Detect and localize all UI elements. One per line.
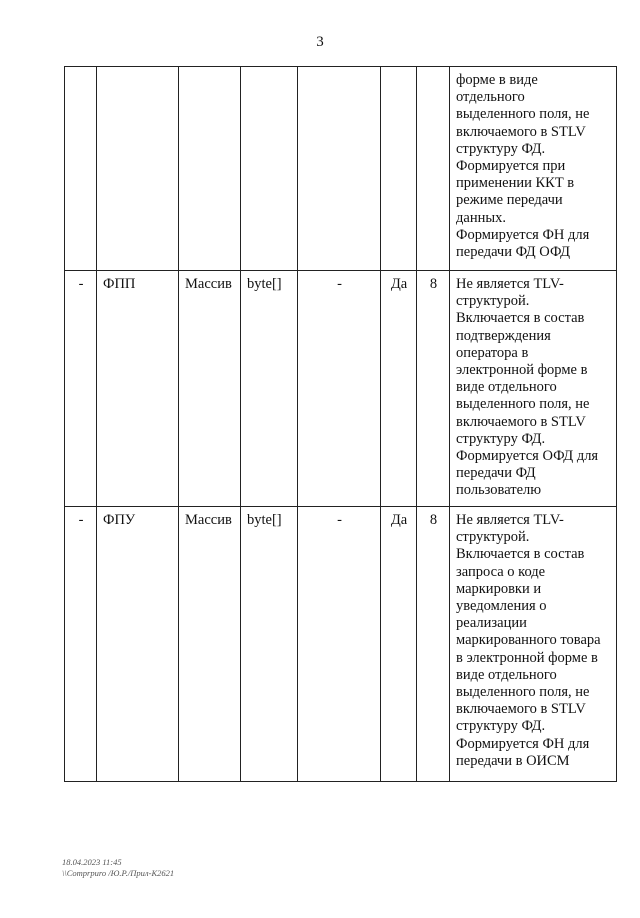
description-line: Формируется ОФД для — [456, 448, 599, 465]
description-line: выделенного поля, не — [456, 106, 590, 123]
cell-marker: - — [65, 271, 97, 507]
description-line: режиме передачи — [456, 192, 563, 209]
cell-marker: - — [65, 507, 97, 782]
description-line: Не является TLV- — [456, 276, 564, 292]
cell-required: Да — [381, 271, 417, 507]
description-line: реализации — [456, 615, 527, 632]
cell-format — [241, 67, 298, 271]
cell-type: Массив — [179, 507, 241, 782]
description-line: Формируется при — [456, 158, 566, 175]
description-line: передачи в ОИСМ — [456, 752, 570, 769]
cell-length: 8 — [417, 271, 450, 507]
cell-marker — [65, 67, 97, 271]
cell-name: ФПУ — [97, 507, 179, 782]
description-line: подтверждения — [456, 327, 551, 344]
cell-required: Да — [381, 507, 417, 782]
description-line: Не является TLV- — [456, 512, 564, 528]
cell-description — [450, 271, 617, 507]
description-line: применении ККТ в — [456, 175, 575, 192]
description-line: Формируется ФН для — [456, 735, 590, 752]
description-line: виде отдельного — [456, 379, 557, 396]
footer-timestamp: 18.04.2023 11:45 — [62, 857, 122, 867]
description-line: структурой. — [456, 529, 530, 546]
cell-description — [450, 67, 617, 271]
cell-tag: - — [298, 507, 381, 782]
description-line: передачи ФД — [456, 465, 536, 482]
cell-length — [417, 67, 450, 271]
cell-description — [450, 507, 617, 782]
description-line: виде отдельного — [456, 666, 557, 683]
cell-format: byte[] — [241, 271, 298, 507]
description-line: запроса о коде — [456, 563, 546, 580]
description-line: выделенного поля, не — [456, 396, 590, 413]
cell-length: 8 — [417, 507, 450, 782]
cell-format: byte[] — [241, 507, 298, 782]
cell-type: Массив — [179, 271, 241, 507]
description-line: отдельного — [456, 89, 525, 106]
description-line: включаемого в STLV — [456, 123, 586, 140]
description-line: Формируется ФН для — [456, 226, 590, 243]
description-line: уведомления о — [456, 598, 547, 615]
description-line: оператора в — [456, 344, 529, 361]
table-row — [65, 507, 617, 782]
cell-type — [179, 67, 241, 271]
description-line: данных. — [456, 209, 506, 226]
description-line: маркировки и — [456, 580, 542, 597]
cell-tag — [298, 67, 381, 271]
description-line: структуру ФД. — [456, 140, 546, 157]
description-line: выделенного поля, не — [456, 684, 590, 701]
description-line: электронной форме в — [456, 362, 588, 379]
cell-name — [97, 67, 179, 271]
description-line: Включается в состав — [456, 310, 585, 327]
footer-path: \\Comprpuro /Ю.Р./Прил-К2621 — [62, 868, 175, 878]
description-line: структуру ФД. — [456, 718, 546, 735]
cell-name: ФПП — [97, 271, 179, 507]
table-row — [65, 271, 617, 507]
cell-required — [381, 67, 417, 271]
description-line: структуру ФД. — [456, 430, 546, 447]
description-line: форме в виде — [456, 72, 538, 88]
description-line: включаемого в STLV — [456, 413, 586, 430]
fields-table — [64, 66, 617, 782]
description-line: пользователю — [456, 482, 542, 499]
description-line: Включается в состав — [456, 546, 585, 563]
description-line: структурой. — [456, 293, 530, 310]
table-body — [65, 67, 617, 782]
cell-tag: - — [298, 271, 381, 507]
description-line: в электронной форме в — [456, 649, 598, 666]
description-line: включаемого в STLV — [456, 701, 586, 718]
description-line: передачи ФД ОФД — [456, 244, 571, 261]
table-row — [65, 67, 617, 271]
page-number: 3 — [316, 34, 324, 50]
description-line: маркированного товара — [456, 632, 601, 649]
